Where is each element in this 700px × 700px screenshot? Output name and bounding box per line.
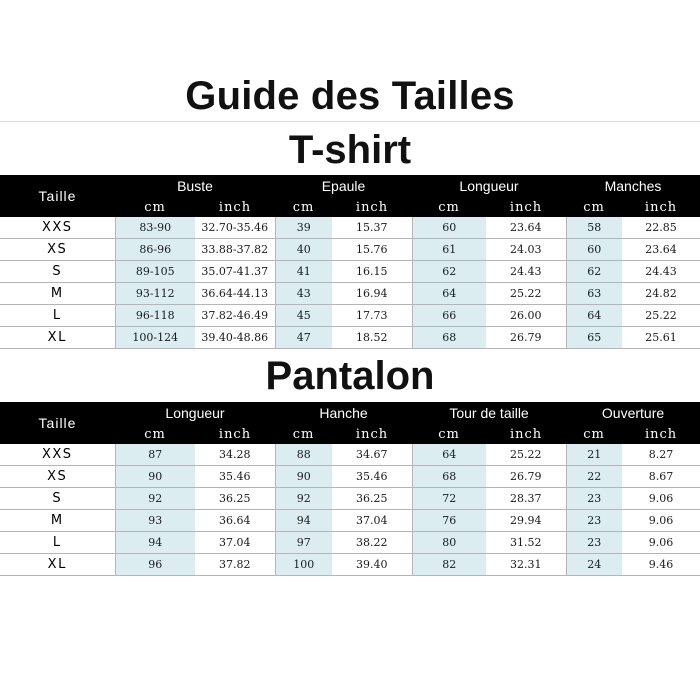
table-row xyxy=(0,327,700,349)
table-row xyxy=(0,283,700,305)
header-row-groups xyxy=(0,402,700,424)
inch-value-cell: 36.64 xyxy=(195,510,275,532)
cm-value-cell: 61 xyxy=(412,239,486,261)
size-label: XS xyxy=(0,466,115,488)
inch-value-cell: 36.64-44.13 xyxy=(195,283,275,305)
title-divider xyxy=(0,121,700,122)
unit-cm-header: cm xyxy=(438,199,460,215)
cm-value-cell: 64 xyxy=(412,283,486,305)
cm-value-cell: 100-124 xyxy=(115,327,195,349)
inch-value-cell: 39.40 xyxy=(332,554,412,576)
cm-value-cell: 97 xyxy=(275,532,332,554)
inch-value-cell: 32.31 xyxy=(486,554,566,576)
inch-value-cell: 28.37 xyxy=(486,488,566,510)
inch-value-cell: 25.22 xyxy=(486,444,566,466)
inch-value-cell: 9.46 xyxy=(622,554,700,576)
cm-value-cell: 100 xyxy=(275,554,332,576)
cm-value-cell: 23 xyxy=(566,532,622,554)
unit-inch-header: inch xyxy=(509,426,543,442)
cm-value-cell: 64 xyxy=(412,444,486,466)
unit-cm-header: cm xyxy=(144,426,166,442)
inch-value-cell: 36.25 xyxy=(195,488,275,510)
size-label: XL xyxy=(0,554,115,576)
cm-value-cell: 92 xyxy=(115,488,195,510)
header-row-groups xyxy=(0,175,700,197)
inch-value-cell: 15.76 xyxy=(332,239,412,261)
size-label: M xyxy=(0,510,115,532)
inch-value-cell: 24.82 xyxy=(622,283,700,305)
size-label: S xyxy=(0,261,115,283)
cm-value-cell: 96 xyxy=(115,554,195,576)
measure-group-header: Longueur xyxy=(459,178,519,194)
inch-value-cell: 32.70-35.46 xyxy=(195,217,275,239)
unit-inch-header: inch xyxy=(644,199,678,215)
inch-value-cell: 22.85 xyxy=(622,217,700,239)
cm-value-cell: 41 xyxy=(275,261,332,283)
cm-value-cell: 24 xyxy=(566,554,622,576)
cm-value-cell: 94 xyxy=(115,532,195,554)
measure-group-header: Longueur xyxy=(165,405,225,421)
cm-value-cell: 21 xyxy=(566,444,622,466)
inch-value-cell: 25.22 xyxy=(486,283,566,305)
size-label: XXS xyxy=(0,217,115,239)
cm-value-cell: 64 xyxy=(566,305,622,327)
inch-value-cell: 36.25 xyxy=(332,488,412,510)
inch-value-cell: 8.67 xyxy=(622,466,700,488)
size-label: XL xyxy=(0,327,115,349)
cm-value-cell: 22 xyxy=(566,466,622,488)
inch-value-cell: 9.06 xyxy=(622,510,700,532)
taille-header: Taille xyxy=(38,188,77,204)
taille-header: Taille xyxy=(38,415,77,431)
inch-value-cell: 37.04 xyxy=(332,510,412,532)
pantalon-size-table xyxy=(0,402,700,576)
page-title: Guide des Tailles xyxy=(185,74,515,118)
unit-cm-header: cm xyxy=(292,199,315,215)
inch-value-cell: 34.67 xyxy=(332,444,412,466)
measure-group-header: Tour de taille xyxy=(449,405,529,421)
pantalon-section-title: Pantalon xyxy=(265,354,435,398)
inch-value-cell: 34.28 xyxy=(195,444,275,466)
inch-value-cell: 29.94 xyxy=(486,510,566,532)
inch-value-cell: 26.00 xyxy=(486,305,566,327)
cm-value-cell: 63 xyxy=(566,283,622,305)
table-row xyxy=(0,532,700,554)
cm-value-cell: 68 xyxy=(412,327,486,349)
cm-value-cell: 93-112 xyxy=(115,283,195,305)
cm-value-cell: 66 xyxy=(412,305,486,327)
inch-value-cell: 39.40-48.86 xyxy=(195,327,275,349)
inch-value-cell: 25.22 xyxy=(622,305,700,327)
inch-value-cell: 15.37 xyxy=(332,217,412,239)
cm-value-cell: 65 xyxy=(566,327,622,349)
unit-inch-header: inch xyxy=(218,199,252,215)
inch-value-cell: 9.06 xyxy=(622,488,700,510)
size-label: S xyxy=(0,488,115,510)
unit-cm-header: cm xyxy=(438,426,460,442)
unit-cm-header: cm xyxy=(583,426,605,442)
cm-value-cell: 82 xyxy=(412,554,486,576)
cm-value-cell: 90 xyxy=(275,466,332,488)
cm-value-cell: 89-105 xyxy=(115,261,195,283)
unit-cm-header: cm xyxy=(583,199,605,215)
inch-value-cell: 38.22 xyxy=(332,532,412,554)
inch-value-cell: 31.52 xyxy=(486,532,566,554)
cm-value-cell: 68 xyxy=(412,466,486,488)
cm-value-cell: 86-96 xyxy=(115,239,195,261)
measure-group-header: Ouverture xyxy=(601,405,665,421)
cm-value-cell: 94 xyxy=(275,510,332,532)
inch-value-cell: 24.43 xyxy=(622,261,700,283)
table-row xyxy=(0,466,700,488)
cm-value-cell: 40 xyxy=(275,239,332,261)
measure-group-header: Buste xyxy=(177,178,213,194)
inch-value-cell: 37.82 xyxy=(195,554,275,576)
table-row xyxy=(0,554,700,576)
inch-value-cell: 26.79 xyxy=(486,327,566,349)
cm-value-cell: 23 xyxy=(566,488,622,510)
unit-inch-header: inch xyxy=(644,426,678,442)
cm-value-cell: 43 xyxy=(275,283,332,305)
cm-value-cell: 58 xyxy=(566,217,622,239)
cm-value-cell: 92 xyxy=(275,488,332,510)
cm-value-cell: 87 xyxy=(115,444,195,466)
inch-value-cell: 24.43 xyxy=(486,261,566,283)
table-row xyxy=(0,488,700,510)
unit-inch-header: inch xyxy=(218,426,252,442)
table-row xyxy=(0,217,700,239)
cm-value-cell: 88 xyxy=(275,444,332,466)
measure-group-header: Manches xyxy=(604,178,662,194)
measure-group-header: Epaule xyxy=(321,178,366,194)
cm-value-cell: 60 xyxy=(412,217,486,239)
table-row xyxy=(0,261,700,283)
cm-value-cell: 60 xyxy=(566,239,622,261)
inch-value-cell: 16.15 xyxy=(332,261,412,283)
inch-value-cell: 18.52 xyxy=(332,327,412,349)
cm-value-cell: 62 xyxy=(566,261,622,283)
tshirt-section-title: T-shirt xyxy=(288,128,412,172)
inch-value-cell: 16.94 xyxy=(332,283,412,305)
inch-value-cell: 8.27 xyxy=(622,444,700,466)
cm-value-cell: 39 xyxy=(275,217,332,239)
cm-value-cell: 93 xyxy=(115,510,195,532)
unit-cm-header: cm xyxy=(144,199,166,215)
cm-value-cell: 23 xyxy=(566,510,622,532)
inch-value-cell: 26.79 xyxy=(486,466,566,488)
inch-value-cell: 37.82-46.49 xyxy=(195,305,275,327)
cm-value-cell: 83-90 xyxy=(115,217,195,239)
size-label: XXS xyxy=(0,444,115,466)
table-row xyxy=(0,305,700,327)
inch-value-cell: 17.73 xyxy=(332,305,412,327)
table-row xyxy=(0,510,700,532)
inch-value-cell: 24.03 xyxy=(486,239,566,261)
inch-value-cell: 35.46 xyxy=(195,466,275,488)
inch-value-cell: 9.06 xyxy=(622,532,700,554)
inch-value-cell: 35.07-41.37 xyxy=(195,261,275,283)
size-label: L xyxy=(0,305,115,327)
inch-value-cell: 23.64 xyxy=(486,217,566,239)
table-row xyxy=(0,239,700,261)
size-label: M xyxy=(0,283,115,305)
tshirt-size-table xyxy=(0,175,700,349)
inch-value-cell: 35.46 xyxy=(332,466,412,488)
cm-value-cell: 62 xyxy=(412,261,486,283)
table-row xyxy=(0,444,700,466)
cm-value-cell: 76 xyxy=(412,510,486,532)
unit-inch-header: inch xyxy=(355,426,389,442)
cm-value-cell: 96-118 xyxy=(115,305,195,327)
unit-cm-header: cm xyxy=(292,426,315,442)
inch-value-cell: 25.61 xyxy=(622,327,700,349)
inch-value-cell: 37.04 xyxy=(195,532,275,554)
cm-value-cell: 72 xyxy=(412,488,486,510)
unit-inch-header: inch xyxy=(509,199,543,215)
cm-value-cell: 47 xyxy=(275,327,332,349)
measure-group-header: Hanche xyxy=(319,405,368,421)
inch-value-cell: 33.88-37.82 xyxy=(195,239,275,261)
unit-inch-header: inch xyxy=(355,199,389,215)
size-label: XS xyxy=(0,239,115,261)
cm-value-cell: 45 xyxy=(275,305,332,327)
cm-value-cell: 90 xyxy=(115,466,195,488)
inch-value-cell: 23.64 xyxy=(622,239,700,261)
cm-value-cell: 80 xyxy=(412,532,486,554)
size-label: L xyxy=(0,532,115,554)
